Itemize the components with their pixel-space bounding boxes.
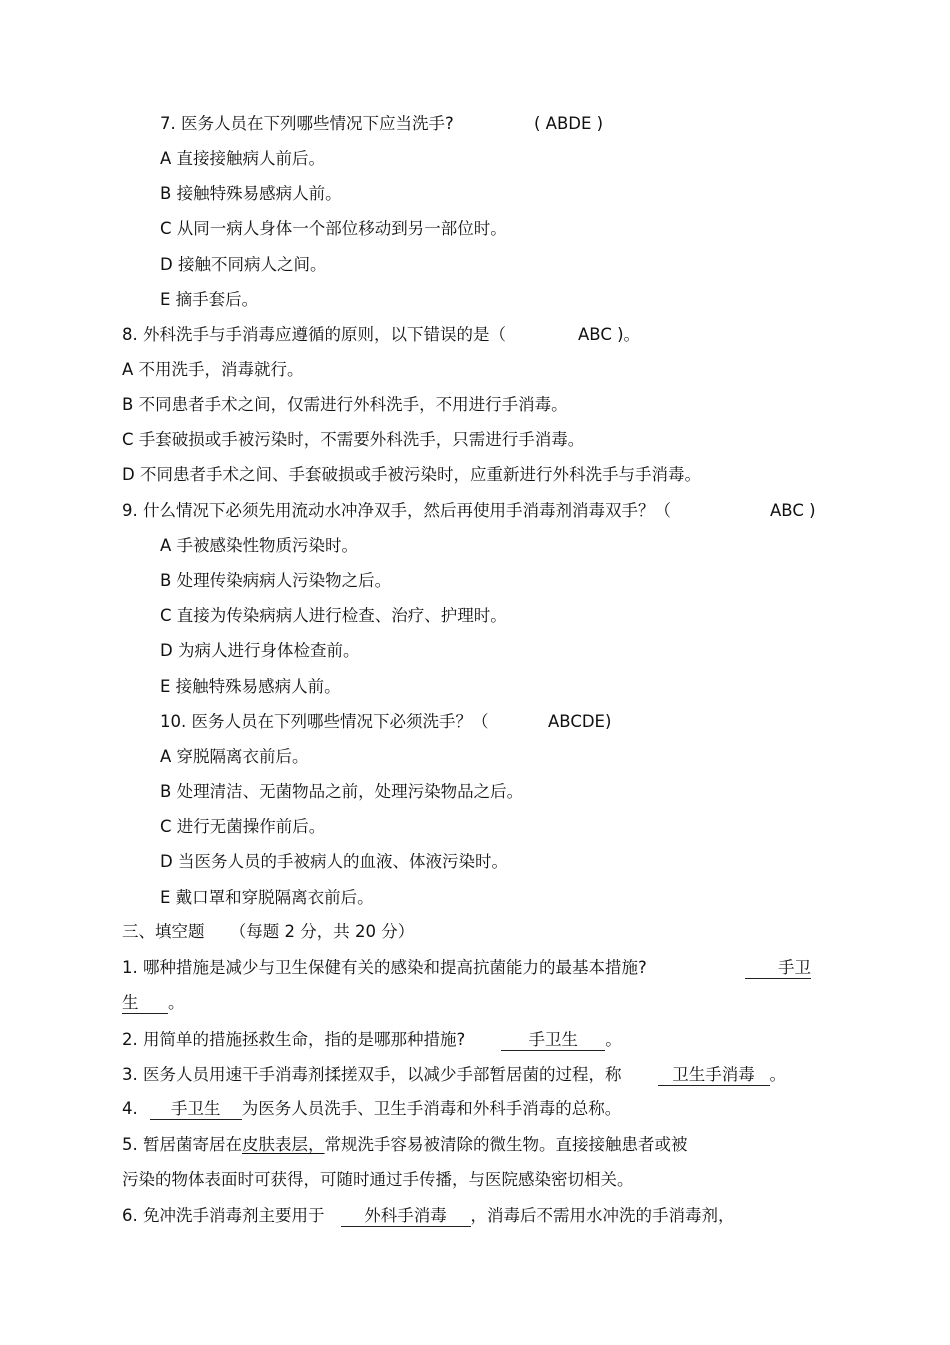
q10-option-b: B 处理清洁、无菌物品之前，处理污染物品之后。 (160, 782, 524, 801)
fill-4-answer: 手卫生 (150, 1099, 242, 1120)
section-title: 三、填空题 (122, 922, 205, 941)
q9-stem: 9. 什么情况下必须先用流动水冲净双手，然后再使用手消毒剂消毒双手？（ (122, 501, 671, 520)
fill-2-tail: 。 (605, 1030, 622, 1049)
fill-1-blank-a (745, 958, 811, 979)
q10-option-c: C 进行无菌操作前后。 (160, 817, 326, 836)
q7-option-b: B 接触特殊易感病人前。 (160, 184, 342, 203)
fill-1-continued (122, 993, 185, 1014)
fill-3-text: 3. 医务人员用速干手消毒剂揉搓双手，以减少手部暂居菌的过程，称 (122, 1065, 622, 1084)
fill-5 (122, 1135, 688, 1155)
section-note: （每题 2 分，共 20 分） (229, 922, 415, 941)
fill-5-line2: 污染的物体表面时可获得，可随时通过手传播，与医院感染密切相关。 (122, 1170, 634, 1189)
fill-5-post: 常规洗手容易被清除的微生物。直接接触患者或被 (324, 1135, 688, 1154)
fill-4 (122, 1099, 621, 1120)
fill-3-answer: 卫生手消毒 (658, 1065, 770, 1086)
q8-stem: 8. 外科洗手与手消毒应遵循的原则，以下错误的是（ (122, 325, 506, 344)
q8-option-a: A 不用洗手，消毒就行。 (122, 360, 304, 379)
fill-6-answer: 外科手消毒 (341, 1206, 471, 1227)
fill-3 (122, 1065, 786, 1086)
q8-answer: ABC )。 (578, 325, 641, 344)
fill-5-underlined: 皮肤表层， (242, 1135, 325, 1154)
fill-1-answer-b: 生 (122, 993, 168, 1014)
fill-2-answer: 手卫生 (501, 1030, 605, 1051)
q10-answer: ABCDE) (548, 712, 612, 731)
q9-option-a: A 手被感染性物质污染时。 (160, 536, 359, 555)
fill-3-tail: 。 (769, 1065, 786, 1084)
q10-option-e: E 戴口罩和穿脱隔离衣前后。 (160, 888, 374, 907)
q9-answer: ABC ) (770, 501, 816, 520)
q9-option-e: E 接触特殊易感病人前。 (160, 677, 341, 696)
q7-option-d: D 接触不同病人之间。 (160, 255, 327, 274)
q8-option-d: D 不同患者手术之间、手套破损或手被污染时，应重新进行外科洗手与手消毒。 (122, 465, 701, 484)
fill-6-tail: ，消毒后不需用水冲洗的手消毒剂， (470, 1206, 735, 1225)
q9-option-d: D 为病人进行身体检查前。 (160, 641, 360, 660)
q9-option-b: B 处理传染病病人污染物之后。 (160, 571, 392, 590)
q7-stem: 7. 医务人员在下列哪些情况下应当洗手? (160, 114, 454, 133)
q7-option-c: C 从同一病人身体一个部位移动到另一部位时。 (160, 219, 507, 238)
q7-option-e: E 摘手套后。 (160, 290, 259, 309)
fill-1-text: 1. 哪种措施是减少与卫生保健有关的感染和提高抗菌能力的最基本措施? (122, 958, 647, 977)
fill-1-answer-a: 手卫 (745, 958, 811, 979)
q9-option-c: C 直接为传染病病人进行检查、治疗、护理时。 (160, 606, 507, 625)
fill-6-pre: 6. 免冲洗手消毒剂主要用于 (122, 1206, 325, 1225)
fill-4-tail: 为医务人员洗手、卫生手消毒和外科手消毒的总称。 (241, 1099, 622, 1118)
fill-2 (122, 1030, 622, 1051)
section-heading (122, 922, 414, 942)
fill-1-tail: 。 (168, 993, 185, 1012)
q8-option-c: C 手套破损或手被污染时，不需要外科洗手，只需进行手消毒。 (122, 430, 585, 449)
fill-2-text: 2. 用简单的措施拯救生命，指的是哪那种措施? (122, 1030, 466, 1049)
q10-option-a: A 穿脱隔离衣前后。 (160, 747, 309, 766)
q7-answer: ( ABDE ) (534, 114, 604, 133)
fill-6 (122, 1206, 735, 1227)
q10-stem: 10. 医务人员在下列哪些情况下必须洗手？（ (160, 712, 489, 731)
fill-5-pre: 5. 暂居菌寄居在 (122, 1135, 242, 1154)
q10-option-d: D 当医务人员的手被病人的血液、体液污染时。 (160, 852, 508, 871)
fill-4-num: 4. (122, 1099, 138, 1118)
q7-option-a: A 直接接触病人前后。 (160, 149, 326, 168)
q8-option-b: B 不同患者手术之间，仅需进行外科洗手，不用进行手消毒。 (122, 395, 568, 414)
